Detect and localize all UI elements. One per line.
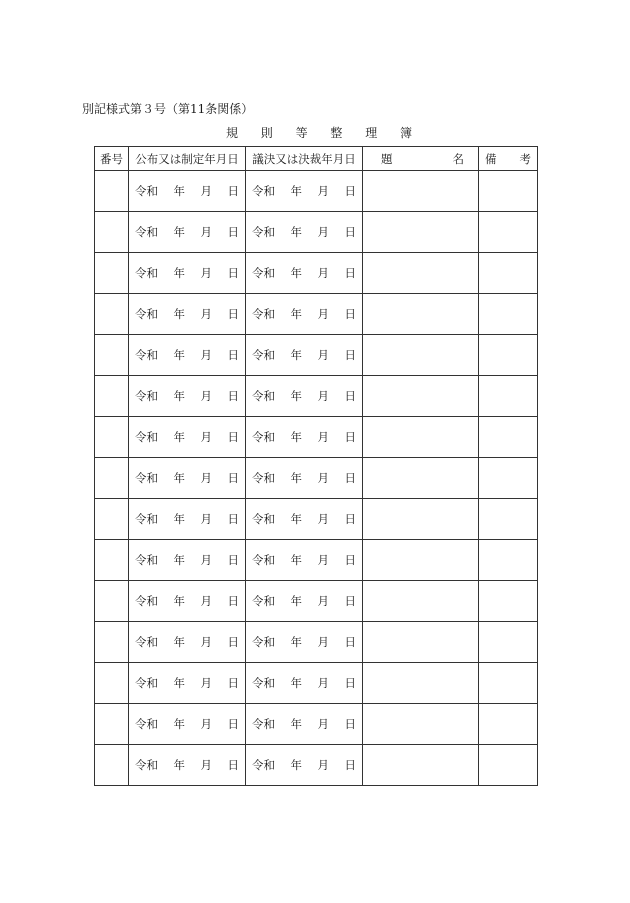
enactment-date-cell[interactable] bbox=[129, 253, 246, 294]
table-row bbox=[95, 704, 538, 745]
date-part: 年 bbox=[173, 307, 185, 321]
resolution-date-cell[interactable] bbox=[246, 540, 363, 581]
date-placeholder bbox=[129, 470, 245, 486]
date-part: 月 bbox=[317, 430, 329, 444]
subject-cell[interactable] bbox=[363, 253, 479, 294]
table-row bbox=[95, 253, 538, 294]
date-placeholder bbox=[246, 634, 362, 650]
date-part: 令和 bbox=[135, 717, 158, 731]
date-part: 月 bbox=[200, 307, 212, 321]
subject-cell[interactable] bbox=[363, 212, 479, 253]
date-placeholder bbox=[246, 224, 362, 240]
date-part: 令和 bbox=[252, 676, 275, 690]
date-part: 令和 bbox=[135, 676, 158, 690]
header-remarks bbox=[479, 147, 538, 171]
number-cell[interactable] bbox=[95, 294, 129, 335]
table-row bbox=[95, 335, 538, 376]
date-part: 日 bbox=[227, 512, 239, 526]
date-part: 日 bbox=[344, 635, 356, 649]
date-placeholder bbox=[129, 429, 245, 445]
date-part: 月 bbox=[317, 635, 329, 649]
date-placeholder bbox=[129, 511, 245, 527]
date-placeholder bbox=[129, 347, 245, 363]
number-cell[interactable] bbox=[95, 212, 129, 253]
date-placeholder bbox=[129, 634, 245, 650]
date-part: 年 bbox=[173, 635, 185, 649]
date-part: 月 bbox=[200, 266, 212, 280]
date-placeholder bbox=[129, 716, 245, 732]
date-placeholder bbox=[129, 552, 245, 568]
date-part: 令和 bbox=[135, 225, 158, 239]
header-remarks-char: 考 bbox=[519, 151, 531, 166]
subject-cell[interactable] bbox=[363, 581, 479, 622]
date-part: 月 bbox=[200, 389, 212, 403]
table-row bbox=[95, 458, 538, 499]
date-placeholder bbox=[246, 429, 362, 445]
title-char: 簿 bbox=[399, 126, 412, 140]
header-number: 番号 bbox=[95, 147, 129, 171]
date-part: 令和 bbox=[252, 307, 275, 321]
date-part: 令和 bbox=[135, 512, 158, 526]
enactment-date-cell[interactable] bbox=[129, 622, 246, 663]
table-row bbox=[95, 499, 538, 540]
date-part: 日 bbox=[227, 471, 239, 485]
resolution-date-cell[interactable] bbox=[246, 745, 363, 786]
date-part: 月 bbox=[317, 471, 329, 485]
form-label: 別記様式第３号（第11条関係） bbox=[82, 102, 254, 116]
date-placeholder bbox=[246, 716, 362, 732]
date-part: 日 bbox=[344, 225, 356, 239]
date-part: 月 bbox=[200, 471, 212, 485]
date-part: 月 bbox=[200, 348, 212, 362]
number-cell[interactable] bbox=[95, 704, 129, 745]
date-part: 日 bbox=[227, 307, 239, 321]
date-part: 月 bbox=[317, 266, 329, 280]
date-placeholder bbox=[129, 265, 245, 281]
register-rows bbox=[95, 171, 538, 786]
date-part: 月 bbox=[317, 348, 329, 362]
date-part: 日 bbox=[227, 430, 239, 444]
enactment-date-cell[interactable] bbox=[129, 704, 246, 745]
date-part: 月 bbox=[200, 430, 212, 444]
table-row bbox=[95, 212, 538, 253]
subject-cell[interactable] bbox=[363, 622, 479, 663]
number-cell[interactable] bbox=[95, 171, 129, 212]
date-part: 令和 bbox=[135, 430, 158, 444]
resolution-date-cell[interactable] bbox=[246, 212, 363, 253]
date-part: 年 bbox=[290, 594, 302, 608]
date-part: 月 bbox=[200, 717, 212, 731]
date-part: 令和 bbox=[252, 594, 275, 608]
enactment-date-cell[interactable] bbox=[129, 212, 246, 253]
enactment-date-cell[interactable] bbox=[129, 294, 246, 335]
number-cell[interactable] bbox=[95, 458, 129, 499]
table-row bbox=[95, 581, 538, 622]
date-part: 日 bbox=[344, 307, 356, 321]
date-part: 日 bbox=[344, 471, 356, 485]
header-enactment-date: 公布又は制定年月日 bbox=[129, 147, 246, 171]
remarks-cell[interactable] bbox=[479, 581, 538, 622]
number-cell[interactable] bbox=[95, 253, 129, 294]
date-placeholder bbox=[129, 224, 245, 240]
date-part: 年 bbox=[290, 266, 302, 280]
date-part: 月 bbox=[317, 512, 329, 526]
date-part: 月 bbox=[200, 594, 212, 608]
date-part: 日 bbox=[344, 717, 356, 731]
date-placeholder bbox=[246, 183, 362, 199]
enactment-date-cell[interactable] bbox=[129, 745, 246, 786]
remarks-cell[interactable] bbox=[479, 540, 538, 581]
date-part: 令和 bbox=[135, 594, 158, 608]
date-part: 年 bbox=[290, 430, 302, 444]
date-placeholder bbox=[246, 347, 362, 363]
date-placeholder bbox=[246, 388, 362, 404]
date-part: 令和 bbox=[252, 184, 275, 198]
number-cell[interactable] bbox=[95, 499, 129, 540]
date-placeholder bbox=[129, 593, 245, 609]
table-row bbox=[95, 417, 538, 458]
date-part: 年 bbox=[290, 553, 302, 567]
subject-cell[interactable] bbox=[363, 745, 479, 786]
date-part: 日 bbox=[227, 758, 239, 772]
date-placeholder bbox=[129, 388, 245, 404]
date-part: 月 bbox=[200, 512, 212, 526]
header-subject-char: 名 bbox=[452, 151, 464, 166]
table-row bbox=[95, 294, 538, 335]
date-part: 令和 bbox=[135, 471, 158, 485]
resolution-date-cell[interactable] bbox=[246, 335, 363, 376]
table-row bbox=[95, 171, 538, 212]
date-part: 年 bbox=[173, 676, 185, 690]
remarks-cell[interactable] bbox=[479, 171, 538, 212]
date-part: 令和 bbox=[252, 758, 275, 772]
date-part: 令和 bbox=[135, 758, 158, 772]
date-part: 年 bbox=[173, 471, 185, 485]
date-part: 日 bbox=[227, 717, 239, 731]
date-placeholder bbox=[246, 675, 362, 691]
date-part: 月 bbox=[317, 594, 329, 608]
remarks-cell[interactable] bbox=[479, 376, 538, 417]
date-part: 日 bbox=[344, 389, 356, 403]
date-part: 日 bbox=[227, 266, 239, 280]
date-part: 月 bbox=[200, 225, 212, 239]
table-row bbox=[95, 540, 538, 581]
subject-cell[interactable] bbox=[363, 704, 479, 745]
number-cell[interactable] bbox=[95, 335, 129, 376]
date-part: 令和 bbox=[252, 348, 275, 362]
date-part: 日 bbox=[344, 594, 356, 608]
subject-cell[interactable] bbox=[363, 417, 479, 458]
date-part: 令和 bbox=[252, 512, 275, 526]
date-part: 令和 bbox=[252, 717, 275, 731]
date-part: 月 bbox=[200, 553, 212, 567]
date-part: 日 bbox=[227, 348, 239, 362]
register-table bbox=[94, 146, 538, 786]
subject-cell[interactable] bbox=[363, 376, 479, 417]
number-cell[interactable] bbox=[95, 540, 129, 581]
date-part: 令和 bbox=[252, 471, 275, 485]
date-part: 令和 bbox=[252, 553, 275, 567]
date-part: 日 bbox=[344, 512, 356, 526]
subject-cell[interactable] bbox=[363, 294, 479, 335]
date-part: 令和 bbox=[135, 389, 158, 403]
date-part: 年 bbox=[290, 471, 302, 485]
date-part: 年 bbox=[173, 225, 185, 239]
date-part: 日 bbox=[344, 430, 356, 444]
header-row bbox=[95, 147, 538, 171]
number-cell[interactable] bbox=[95, 417, 129, 458]
remarks-cell[interactable] bbox=[479, 745, 538, 786]
date-part: 令和 bbox=[135, 635, 158, 649]
enactment-date-cell[interactable] bbox=[129, 540, 246, 581]
date-part: 日 bbox=[344, 184, 356, 198]
date-part: 年 bbox=[173, 758, 185, 772]
date-part: 日 bbox=[227, 389, 239, 403]
date-part: 令和 bbox=[252, 389, 275, 403]
date-placeholder bbox=[129, 306, 245, 322]
date-placeholder bbox=[246, 552, 362, 568]
remarks-cell[interactable] bbox=[479, 663, 538, 704]
date-part: 日 bbox=[227, 594, 239, 608]
remarks-cell[interactable] bbox=[479, 417, 538, 458]
date-part: 年 bbox=[290, 758, 302, 772]
date-part: 年 bbox=[290, 307, 302, 321]
resolution-date-cell[interactable] bbox=[246, 294, 363, 335]
date-part: 月 bbox=[317, 225, 329, 239]
document-title bbox=[226, 126, 412, 140]
date-part: 日 bbox=[227, 635, 239, 649]
date-part: 日 bbox=[344, 676, 356, 690]
header-remarks-char: 備 bbox=[485, 151, 497, 166]
enactment-date-cell[interactable] bbox=[129, 376, 246, 417]
date-part: 令和 bbox=[135, 184, 158, 198]
title-char: 則 bbox=[260, 126, 273, 140]
date-part: 年 bbox=[173, 717, 185, 731]
remarks-cell[interactable] bbox=[479, 499, 538, 540]
date-part: 令和 bbox=[252, 430, 275, 444]
date-part: 令和 bbox=[135, 307, 158, 321]
remarks-cell[interactable] bbox=[479, 622, 538, 663]
remarks-cell[interactable] bbox=[479, 253, 538, 294]
date-part: 令和 bbox=[135, 266, 158, 280]
title-char: 整 bbox=[330, 126, 343, 140]
resolution-date-cell[interactable] bbox=[246, 704, 363, 745]
table-row bbox=[95, 745, 538, 786]
date-part: 年 bbox=[290, 512, 302, 526]
date-part: 日 bbox=[344, 758, 356, 772]
date-part: 日 bbox=[227, 676, 239, 690]
date-placeholder bbox=[246, 265, 362, 281]
date-placeholder bbox=[246, 470, 362, 486]
date-part: 月 bbox=[317, 676, 329, 690]
date-part: 月 bbox=[317, 717, 329, 731]
number-cell[interactable] bbox=[95, 745, 129, 786]
subject-cell[interactable] bbox=[363, 458, 479, 499]
date-part: 日 bbox=[344, 553, 356, 567]
date-part: 年 bbox=[290, 225, 302, 239]
subject-cell[interactable] bbox=[363, 540, 479, 581]
remarks-cell[interactable] bbox=[479, 294, 538, 335]
date-part: 年 bbox=[173, 266, 185, 280]
date-part: 年 bbox=[290, 635, 302, 649]
remarks-cell[interactable] bbox=[479, 704, 538, 745]
date-part: 年 bbox=[290, 676, 302, 690]
title-char: 理 bbox=[365, 126, 378, 140]
date-part: 年 bbox=[173, 512, 185, 526]
resolution-date-cell[interactable] bbox=[246, 499, 363, 540]
number-cell[interactable] bbox=[95, 622, 129, 663]
header-resolution-date: 議決又は決裁年月日 bbox=[246, 147, 363, 171]
date-part: 月 bbox=[317, 758, 329, 772]
date-part: 年 bbox=[290, 389, 302, 403]
date-part: 年 bbox=[173, 430, 185, 444]
resolution-date-cell[interactable] bbox=[246, 253, 363, 294]
date-part: 令和 bbox=[252, 225, 275, 239]
table-row bbox=[95, 663, 538, 704]
date-part: 令和 bbox=[252, 635, 275, 649]
date-part: 年 bbox=[290, 348, 302, 362]
date-part: 月 bbox=[317, 307, 329, 321]
date-part: 月 bbox=[200, 676, 212, 690]
date-part: 日 bbox=[227, 553, 239, 567]
date-part: 日 bbox=[227, 184, 239, 198]
enactment-date-cell[interactable] bbox=[129, 581, 246, 622]
subject-cell[interactable] bbox=[363, 663, 479, 704]
date-part: 年 bbox=[173, 389, 185, 403]
date-part: 月 bbox=[200, 184, 212, 198]
resolution-date-cell[interactable] bbox=[246, 581, 363, 622]
date-placeholder bbox=[246, 757, 362, 773]
date-placeholder bbox=[246, 511, 362, 527]
enactment-date-cell[interactable] bbox=[129, 171, 246, 212]
resolution-date-cell[interactable] bbox=[246, 663, 363, 704]
subject-cell[interactable] bbox=[363, 499, 479, 540]
enactment-date-cell[interactable] bbox=[129, 335, 246, 376]
table-row bbox=[95, 622, 538, 663]
resolution-date-cell[interactable] bbox=[246, 417, 363, 458]
date-part: 日 bbox=[344, 266, 356, 280]
date-part: 令和 bbox=[252, 266, 275, 280]
date-placeholder bbox=[246, 306, 362, 322]
date-part: 月 bbox=[317, 553, 329, 567]
date-part: 年 bbox=[290, 717, 302, 731]
date-placeholder bbox=[129, 675, 245, 691]
date-part: 令和 bbox=[135, 553, 158, 567]
date-part: 月 bbox=[317, 184, 329, 198]
date-part: 日 bbox=[344, 348, 356, 362]
date-part: 月 bbox=[200, 635, 212, 649]
date-part: 月 bbox=[317, 389, 329, 403]
enactment-date-cell[interactable] bbox=[129, 458, 246, 499]
header-subject-char: 題 bbox=[381, 151, 393, 166]
date-part: 年 bbox=[173, 553, 185, 567]
number-cell[interactable] bbox=[95, 376, 129, 417]
date-part: 年 bbox=[173, 594, 185, 608]
date-part: 令和 bbox=[135, 348, 158, 362]
date-placeholder bbox=[129, 757, 245, 773]
date-part: 月 bbox=[200, 758, 212, 772]
resolution-date-cell[interactable] bbox=[246, 171, 363, 212]
subject-cell[interactable] bbox=[363, 335, 479, 376]
remarks-cell[interactable] bbox=[479, 335, 538, 376]
date-part: 年 bbox=[173, 348, 185, 362]
table-row bbox=[95, 376, 538, 417]
remarks-cell[interactable] bbox=[479, 458, 538, 499]
header-subject bbox=[363, 147, 479, 171]
date-part: 年 bbox=[290, 184, 302, 198]
date-placeholder bbox=[129, 183, 245, 199]
subject-cell[interactable] bbox=[363, 171, 479, 212]
number-cell[interactable] bbox=[95, 581, 129, 622]
title-char: 規 bbox=[226, 126, 239, 140]
enactment-date-cell[interactable] bbox=[129, 417, 246, 458]
resolution-date-cell[interactable] bbox=[246, 622, 363, 663]
number-cell[interactable] bbox=[95, 663, 129, 704]
date-part: 年 bbox=[173, 184, 185, 198]
enactment-date-cell[interactable] bbox=[129, 499, 246, 540]
title-char: 等 bbox=[295, 126, 308, 140]
resolution-date-cell[interactable] bbox=[246, 376, 363, 417]
date-placeholder bbox=[246, 593, 362, 609]
resolution-date-cell[interactable] bbox=[246, 458, 363, 499]
enactment-date-cell[interactable] bbox=[129, 663, 246, 704]
remarks-cell[interactable] bbox=[479, 212, 538, 253]
date-part: 日 bbox=[227, 225, 239, 239]
